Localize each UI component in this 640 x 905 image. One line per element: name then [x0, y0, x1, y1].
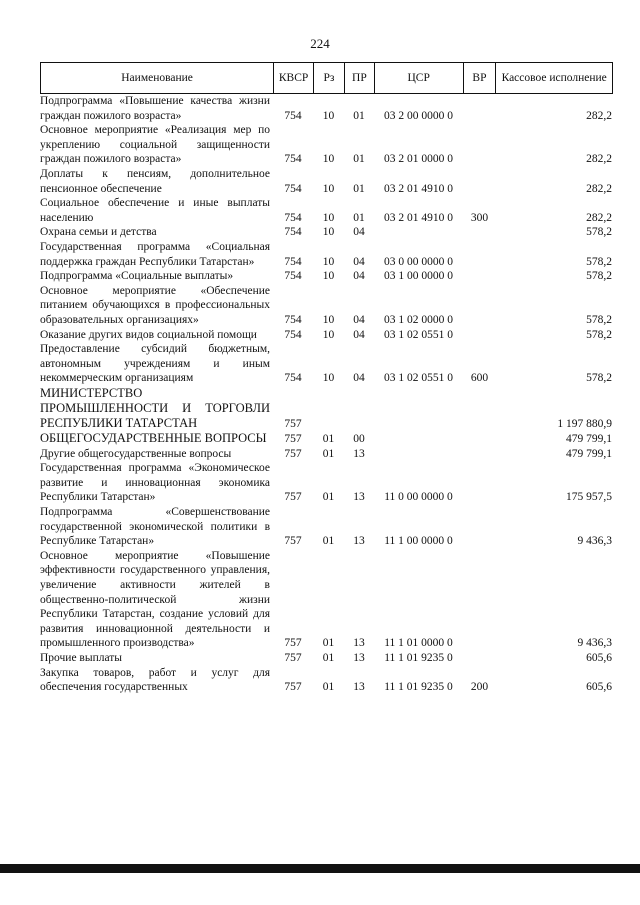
cell-name: Основное мероприятие «Реализация мер по укреплению социальной защищенности граждан пожилого возраста»	[40, 124, 270, 166]
cell-rz: 01	[322, 652, 335, 664]
cell-pr: 13	[353, 447, 365, 460]
cell-rz: 10	[322, 328, 335, 341]
cell-kvsr: 754	[284, 182, 302, 195]
header-rz: Рз	[313, 63, 344, 93]
cell-pr: 01	[353, 109, 365, 122]
cell-rz: 10	[322, 211, 335, 224]
cell-csr: 03 2 00 0000 0	[384, 109, 453, 122]
cell-csr: 11 1 00 0000 0	[384, 535, 453, 548]
cell-amount: 605,6	[586, 652, 612, 664]
cell-vr: 600	[470, 372, 489, 385]
table-row	[40, 505, 613, 549]
cell-kvsr: 754	[284, 109, 302, 122]
cell-amount: 578,2	[586, 328, 612, 341]
cell-rz: 01	[322, 535, 335, 548]
table-row	[40, 386, 613, 432]
cell-rz: 01	[322, 681, 335, 694]
cell-name: Социальное обеспечение и иные выплаты населению	[40, 197, 270, 224]
table-row	[40, 167, 613, 196]
cell-pr: 13	[353, 681, 365, 694]
scan-bottom-bar	[0, 864, 640, 873]
cell-rz: 01	[322, 637, 335, 650]
cell-amount: 282,2	[586, 211, 612, 224]
cell-kvsr: 757	[284, 637, 302, 650]
cell-csr: 03 2 01 4910 0	[384, 182, 453, 195]
cell-kvsr: 757	[284, 433, 302, 446]
cell-name: Закупка товаров, работ и услуг для обеспечения государственных	[40, 666, 270, 694]
cell-amount: 175 957,5	[566, 491, 612, 504]
cell-kvsr: 754	[284, 211, 302, 224]
table-row	[40, 447, 613, 462]
cell-rz: 01	[322, 447, 335, 460]
cell-csr: 11 0 00 0000 0	[384, 491, 453, 504]
table-row	[40, 94, 613, 123]
header-kvsr: КВСР	[273, 63, 313, 93]
cell-name: МИНИСТЕРСТВО ПРОМЫШЛЕННОСТИ И ТОРГОВЛИ РЕСПУБЛИКИ ТАТАРСТАН	[40, 385, 270, 431]
cell-name: Основное мероприятие «Повышение эффективности государственного управления, увеличение активности жителей в общественно-политической жизни Республики Татарстан, создание условий для развития инновационной деятельности и промышленного производства»	[40, 549, 270, 650]
cell-name: Другие общегосударственные вопросы	[40, 447, 232, 460]
cell-rz: 10	[322, 226, 335, 239]
cell-amount: 578,2	[586, 313, 612, 326]
cell-pr: 13	[353, 652, 365, 664]
table-body	[40, 94, 613, 695]
table-row	[40, 666, 613, 695]
cell-amount: 578,2	[586, 270, 612, 283]
cell-name: Оказание других видов социальной помощи	[40, 328, 257, 341]
cell-pr: 13	[353, 535, 365, 548]
cell-rz: 10	[322, 255, 335, 268]
cell-name: Государственная программа «Экономическое развитие и инновационная экономика Республики Татарстан»	[40, 462, 270, 504]
cell-csr: 03 1 00 0000 0	[384, 270, 453, 283]
table-row	[40, 342, 613, 386]
cell-pr: 04	[353, 226, 365, 239]
table-row	[40, 269, 613, 284]
cell-amount: 605,6	[586, 681, 612, 694]
cell-kvsr: 757	[284, 652, 302, 664]
cell-pr: 04	[353, 372, 365, 385]
table-row	[40, 240, 613, 269]
cell-name: Подпрограмма «Совершенствование государственной экономической политики в Республике Татарстан»	[40, 506, 270, 548]
cell-pr: 01	[353, 153, 365, 166]
cell-vr: 300	[470, 211, 489, 224]
cell-kvsr: 757	[284, 535, 302, 548]
cell-csr: 03 2 01 4910 0	[384, 211, 453, 224]
table-row	[40, 651, 613, 666]
budget-table	[40, 62, 613, 695]
cell-kvsr: 754	[284, 313, 302, 326]
cell-csr: 03 2 01 0000 0	[384, 153, 453, 166]
page-number: 224	[310, 36, 330, 51]
cell-name: Прочие выплаты	[40, 652, 123, 664]
cell-pr: 04	[353, 328, 365, 341]
table-row	[40, 328, 613, 343]
table-row	[40, 549, 613, 651]
cell-pr: 13	[353, 637, 365, 650]
cell-rz: 01	[322, 433, 335, 446]
cell-csr: 03 0 00 0000 0	[384, 255, 453, 268]
cell-kvsr: 757	[284, 681, 302, 694]
cell-kvsr: 754	[284, 226, 302, 239]
cell-pr: 04	[353, 270, 365, 283]
cell-kvsr: 754	[284, 328, 302, 341]
table-header	[40, 62, 613, 94]
cell-rz: 10	[322, 109, 335, 122]
cell-name: Доплаты к пенсиям, дополнительное пенсионное обеспечение	[40, 167, 270, 195]
cell-name: Подпрограмма «Социальные выплаты»	[40, 270, 234, 283]
cell-pr: 13	[353, 491, 365, 504]
header-pr: ПР	[344, 63, 374, 93]
cell-rz: 10	[322, 153, 335, 166]
table-row	[40, 123, 613, 167]
header-csr: ЦСР	[374, 63, 463, 93]
cell-amount: 282,2	[586, 182, 612, 195]
cell-name: ОБЩЕГОСУДАРСТВЕННЫЕ ВОПРОСЫ	[40, 431, 267, 446]
cell-rz: 01	[322, 491, 335, 504]
cell-name: Государственная программа «Социальная поддержка граждан Республики Татарстан»	[40, 240, 270, 268]
cell-amount: 578,2	[586, 226, 612, 239]
cell-amount: 9 436,3	[577, 535, 612, 548]
cell-name: Предоставление субсидий бюджетным, автономным учреждениям и иным некоммерческим организациям	[40, 343, 270, 385]
cell-rz: 10	[322, 372, 335, 385]
table-row	[40, 196, 613, 225]
cell-amount: 578,2	[586, 255, 612, 268]
cell-kvsr: 754	[284, 153, 302, 166]
cell-amount: 578,2	[586, 372, 612, 385]
cell-amount: 9 436,3	[577, 637, 612, 650]
cell-name: Основное мероприятие «Обеспечение питанием обучающихся в профессиональных образовательных организациях»	[40, 284, 270, 326]
cell-pr: 04	[353, 255, 365, 268]
cell-csr: 03 1 02 0551 0	[384, 328, 453, 341]
cell-csr: 11 1 01 9235 0	[384, 652, 453, 664]
cell-csr: 03 1 02 0000 0	[384, 313, 453, 326]
cell-amount: 479 799,1	[566, 447, 612, 460]
table-row	[40, 225, 613, 240]
cell-pr: 04	[353, 313, 365, 326]
cell-kvsr: 754	[284, 372, 302, 385]
cell-pr: 00	[353, 433, 365, 446]
header-amount: Кассовое исполнение	[495, 63, 612, 93]
cell-amount: 1 197 880,9	[557, 417, 612, 430]
cell-kvsr: 757	[284, 417, 302, 430]
cell-pr: 01	[353, 211, 365, 224]
cell-vr: 200	[470, 681, 489, 694]
table-row	[40, 284, 613, 328]
header-vr: ВР	[463, 63, 496, 93]
cell-amount: 282,2	[586, 109, 612, 122]
header-name: Наименование	[121, 71, 193, 84]
cell-kvsr: 754	[284, 270, 302, 283]
cell-amount: 479 799,1	[566, 433, 612, 446]
cell-kvsr: 757	[284, 447, 302, 460]
cell-kvsr: 757	[284, 491, 302, 504]
cell-name: Охрана семьи и детства	[40, 226, 157, 239]
cell-csr: 11 1 01 9235 0	[384, 681, 453, 694]
cell-amount: 282,2	[586, 153, 612, 166]
cell-csr: 11 1 01 0000 0	[384, 637, 453, 650]
table-row	[40, 431, 613, 446]
cell-name: Подпрограмма «Повышение качества жизни граждан пожилого возраста»	[40, 95, 270, 122]
cell-rz: 10	[322, 182, 335, 195]
cell-kvsr: 754	[284, 255, 302, 268]
cell-rz: 10	[322, 270, 335, 283]
table-row	[40, 461, 613, 505]
cell-pr: 01	[353, 182, 365, 195]
cell-csr: 03 1 02 0551 0	[384, 372, 453, 385]
cell-rz: 10	[322, 313, 335, 326]
